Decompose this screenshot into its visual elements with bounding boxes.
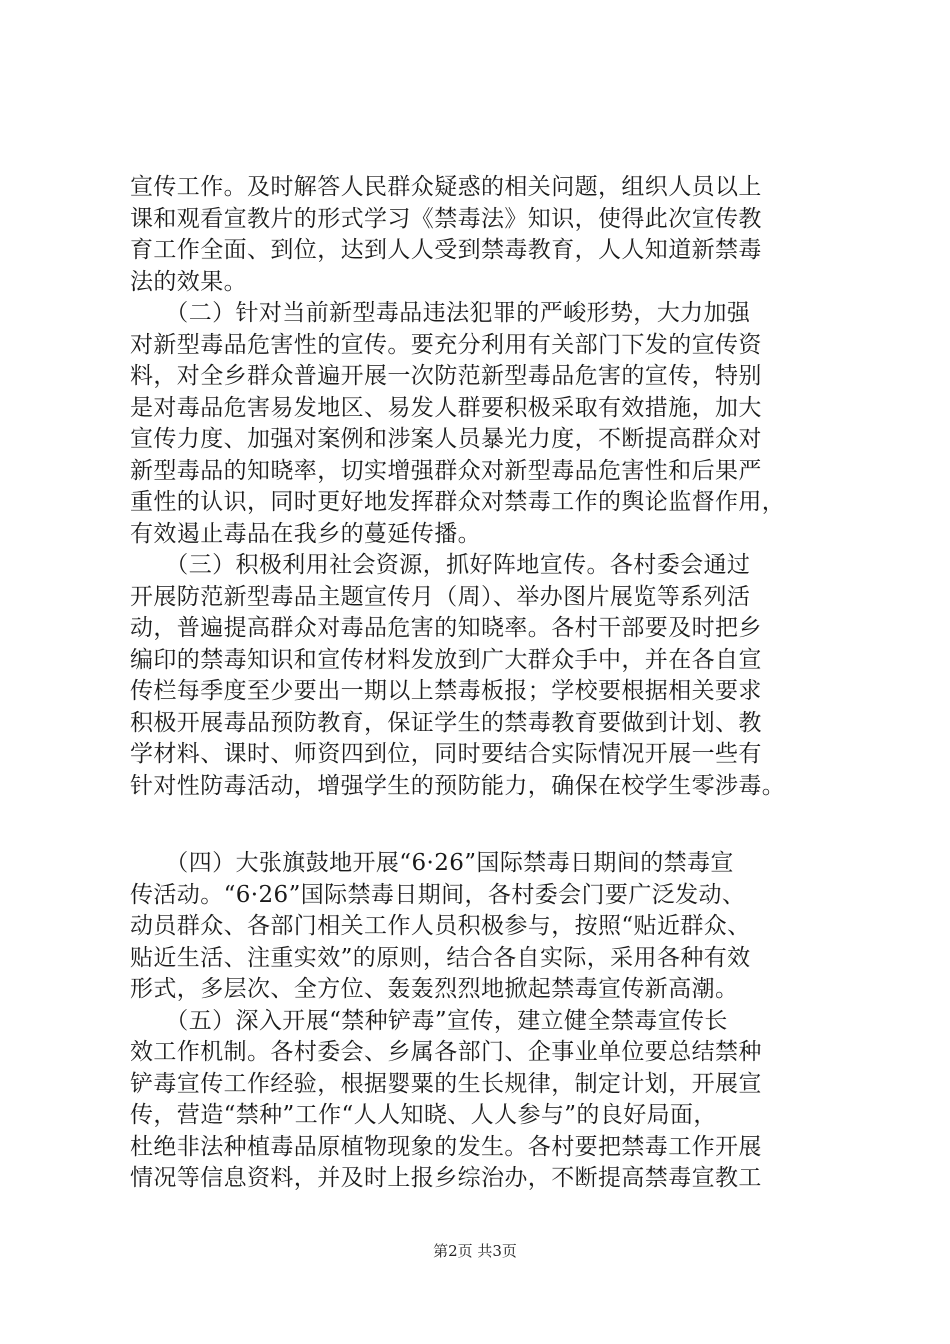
text-line: 传，营造“禁种”工作“人人知晓、人人参与”的良好局面， — [130, 1102, 717, 1128]
text-line: 重性的认识，同时更好地发挥群众对禁毒工作的舆论监督作用， — [130, 489, 786, 515]
text-line: 传栏每季度至少要出一期以上禁毒板报；学校要根据相关要求 — [130, 678, 762, 704]
text-line: 开展防范新型毒品主题宣传月（周）、举办图片展览等系列活 — [130, 583, 751, 610]
text-line: 学材料、课时、师资四到位，同时要结合实际情况开展一些有 — [130, 741, 762, 767]
text-line: （三）积极利用社会资源，抓好阵地宣传。各村委会通过 — [130, 552, 751, 578]
document-body — [130, 172, 820, 1195]
text-line: 效工作机制。各村委会、乡属各部门、企事业单位要总结禁种 — [130, 1039, 762, 1065]
text-line: （四）大张旗鼓地开展“6·26”国际禁毒日期间的禁毒宣 — [130, 850, 734, 876]
text-line: 动员群众、各部门相关工作人员积极参与，按照“贴近群众、 — [130, 913, 751, 939]
text-line: 动，普遍提高群众对毒品危害的知晓率。各村干部要及时把乡 — [130, 615, 762, 641]
text-line: 课和观看宣教片的形式学习《禁毒法》知识，使得此次宣传教 — [130, 205, 762, 232]
text-line: 贴近生活、注重实效”的原则，结合各自实际，采用各种有效 — [130, 944, 751, 971]
text-line: 育工作全面、到位，达到人人受到禁毒教育，人人知道新禁毒 — [130, 237, 762, 263]
text-line: 新型毒品的知晓率，切实增强群众对新型毒品危害性和后果严 — [130, 457, 762, 484]
text-line: 积极开展毒品预防教育，保证学生的禁毒教育要做到计划、教 — [130, 709, 762, 736]
text-line: 对新型毒品危害性的宣传。要充分利用有关部门下发的宣传资 — [130, 331, 762, 358]
page-number: 第2页 共3页 — [433, 1242, 517, 1260]
text-line: 铲毒宣传工作经验，根据婴粟的生长规律，制定计划，开展宣 — [130, 1070, 762, 1097]
page-footer — [0, 1240, 950, 1261]
text-line: 料，对全乡群众普遍开展一次防范新型毒品危害的宣传，特别 — [130, 363, 762, 389]
text-line: 有效遏止毒品在我乡的蔓延传播。 — [130, 520, 481, 547]
text-line: 传活动。“6·26”国际禁毒日期间，各村委会门要广泛发动、 — [130, 881, 746, 908]
text-line: 形式，多层次、全方位、轰轰烈烈地掀起禁毒宣传新高潮。 — [130, 976, 739, 1002]
text-line: 情况等信息资料，并及时上报乡综治办，不断提高禁毒宣教工 — [130, 1165, 762, 1191]
text-line: 是对毒品危害易发地区、易发人群要积极采取有效措施，加大 — [130, 394, 762, 421]
text-line: 杜绝非法种植毒品原植物现象的发生。各村要把禁毒工作开展 — [130, 1133, 762, 1160]
text-line: 编印的禁毒知识和宣传材料发放到广大群众手中，并在各自宣 — [130, 646, 762, 673]
text-line: 法的效果。 — [130, 268, 247, 295]
paragraph-gap — [130, 802, 820, 848]
text-line: （二）针对当前新型毒品违法犯罪的严峻形势，大力加强 — [130, 300, 751, 326]
text-line: （五）深入开展“禁种铲毒”宣传，建立健全禁毒宣传长 — [130, 1007, 728, 1034]
text-line: 宣传工作。及时解答人民群众疑惑的相关问题，组织人员以上 — [130, 174, 762, 200]
text-line: 针对性防毒活动，增强学生的预防能力，确保在校学生零涉毒。 — [130, 772, 786, 799]
text-line: 宣传力度、加强对案例和涉案人员暴光力度，不断提高群众对 — [130, 426, 762, 452]
